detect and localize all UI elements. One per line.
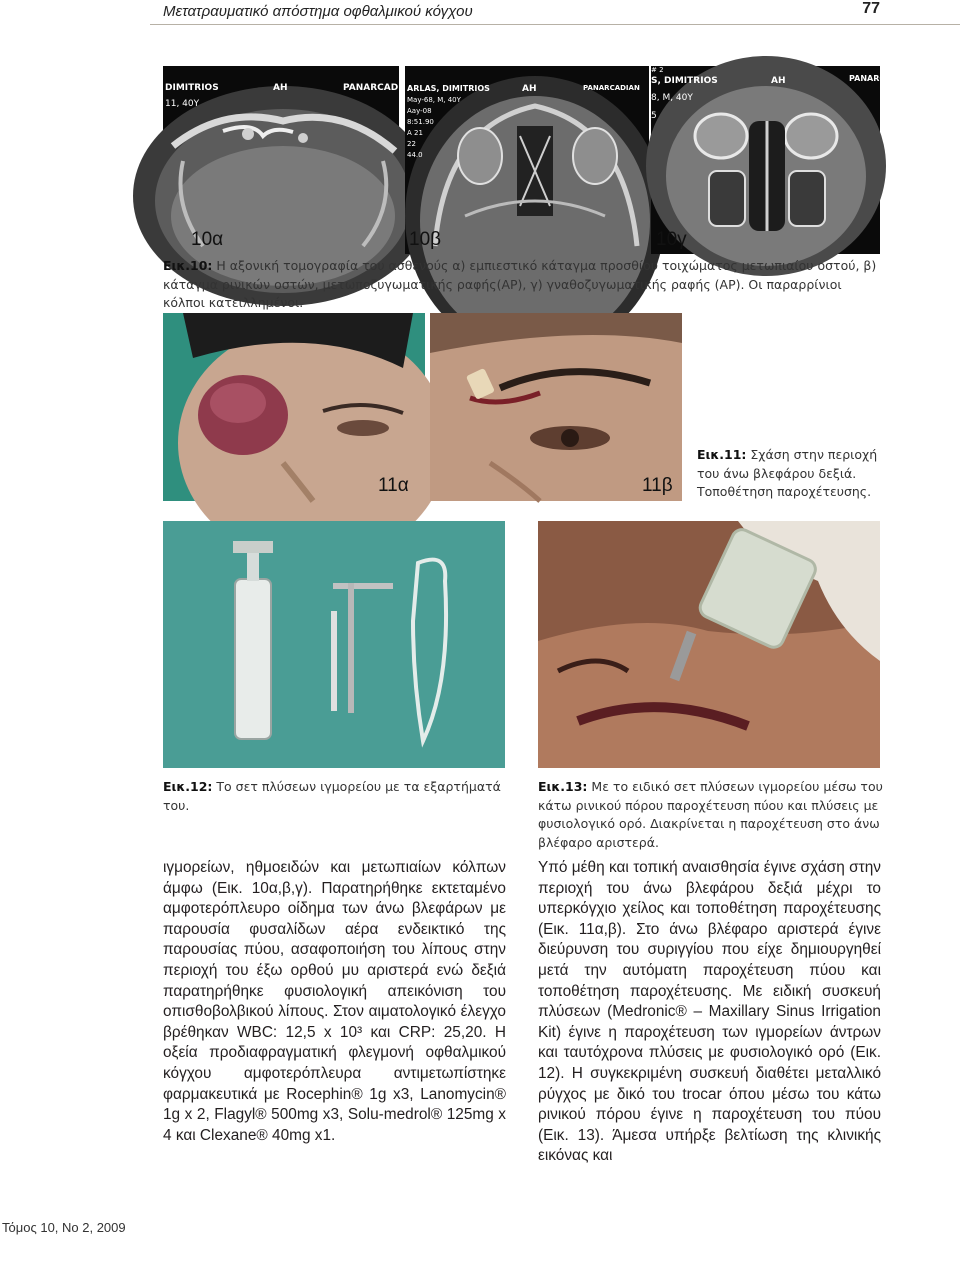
figure-13-caption: [538, 778, 883, 852]
scan-brand: PANARCADIAN: [583, 84, 640, 92]
body-paragraph-right: Υπό μέθη και τοπική αναισθησία έγινε σχάση στην περιοχή του άνω βλεφάρου δεξιά μέχρι το υπερκόγχιο χείλος και τοποθέτηση παροχέτευσης (Εικ. 11α,β). Στο άνω βλέφαρο αριστερά έγινε διεύρυνση του συριγγίου που είχε δημιουργηθεί μετά την αυτόματη παροχέτευση πύου και τοποθέτηση παροχέτευσης. Με ειδική συσκευή πλύσεων (Medronic® – Maxillary Sinus Irrigation Kit) έγινε η παροχέτευση των ιγμορείων άντρων και ταυτόχρονα πλύσεις με φυσιολογικό ορό (Εικ. 12). Η συγκεκριμένη συσκευή διαθέτει μεταλλικό ρύγχος με δικό του trocar όπου μέσω του κάτω ρινικού πόρου έγινε η παροχέτευση του πύου (Εικ. 13). Άμεσα υπήρξε βελτίωση της κλινικής εικόνας και: [538, 859, 881, 1165]
scan-brand: PANARC: [849, 74, 886, 83]
caption-text: Η αξονική τομογραφία του ασθενούς α) εμπιεστικό κάταγμα προσθίου τοιχώματος μετωπιαίου οστού, β) κάταγμα ρινικών οστών, μετωποζυγωματικής ραφής(ΑΡ), γ) γναθοζυγωματικής ραφής (ΑΡ). Οι παραρρίνιοι κόλποι κατειλλημένοι.: [163, 258, 877, 310]
body-left-column: [163, 858, 506, 1146]
figure-label-10c: 10γ: [656, 229, 687, 250]
figure-label-10a: 10α: [191, 229, 224, 250]
scan-patient-info: 8, M, 40Y: [651, 93, 693, 103]
photo-12: [163, 521, 505, 768]
body-right-column: [538, 858, 881, 1167]
scan-number: 5: [651, 111, 657, 121]
page-number: 77: [862, 0, 880, 17]
body-paragraph-left: ιγμορείων, ηθμοειδών και μετωπιαίων κόλπων άμφω (Εικ. 10α,β,γ). Παρατηρήθηκε εκτεταμένο αμφοτερόπλευρο οίδημα των άνω βλεφάρων με παρουσία φυσαλίδων αέρα ενδεικτικό της παρουσίας πύου, ασαφοποιήση του λίπους στην περιοχή του έξω ορθού μυ αριστερά ενώ δεξιά παρατηρήθηκε φυσιολογική απεικόνιση του οπισθοβολβικού λίπους. Στον αιματολογικό έλεγχο βρέθηκαν WBC: 12,5 x 10³ και CRP: 25,20. Η οξεία προδιαφραγματική φλεγμονή οφθαλμικού κόγχου αμφοτερόπλευρα αντιμετωπίστηκε φαρμακευτικά με Rocephin® 1g x3, Lanomycin® 1g x 2, Flagyl® 500mg x3, Solu-medrol® 125mg x 4 και Clexane® 40mg x1.: [163, 859, 506, 1144]
caption-number: Εικ.11:: [697, 447, 747, 462]
scan-patient-name: DIMITRIOS: [165, 83, 219, 93]
photo-11b-image: [430, 313, 682, 501]
caption-text: Σχάση στην περιοχή του άνω βλεφάρου δεξιά. Τοποθέτηση παροχέτευσης.: [697, 447, 878, 499]
ct-scan-10b: [405, 66, 649, 254]
scan-info-1: May-68, M, 40Y: [407, 96, 461, 104]
scan-mark: AH: [273, 83, 288, 93]
scan-patient-name: ARLAS, DIMITRIOS: [407, 84, 490, 93]
caption-number: Εικ.12:: [163, 779, 213, 794]
caption-text: Με το ειδικό σετ πλύσεων ιγμορείου μέσω του κάτω ρινικού πόρου παροχέτευση πύου και πλύσεις με φυσιολογικό ορό. Διακρίνεται η παροχέτευση στο άνω βλέφαρο αριστερά.: [538, 779, 883, 850]
scan-mark: AH: [771, 76, 786, 86]
scan-brand: PANARCAD: [343, 83, 399, 93]
photo-11a-image: [163, 313, 425, 501]
ct-scan-10a-image: [163, 66, 399, 254]
journal-issue-footer: Τόμος 10, Νο 2, 2009: [2, 1220, 126, 1235]
figure-label-11b: 11β: [642, 475, 673, 496]
photo-11a: [163, 313, 425, 501]
caption-number: Εικ.10:: [163, 258, 213, 273]
scan-info-5: 22: [407, 140, 416, 148]
photo-13: [538, 521, 880, 768]
figure-11-caption: [697, 446, 887, 502]
running-title: Μετατραυματικό απόστημα οφθαλμικού κόγχου: [163, 3, 473, 20]
ct-scan-10b-image: [405, 66, 649, 254]
figure-12-caption: [163, 778, 503, 815]
figure-10-caption: [163, 257, 883, 313]
scan-mark: AH: [522, 84, 537, 94]
scan-info-3: 8:51.90: [407, 118, 434, 126]
figure-label-11a: 11α: [378, 475, 409, 496]
scan-info-4: A 21: [407, 129, 423, 137]
photo-11b: [430, 313, 682, 501]
scan-info-2: Aay-08: [407, 107, 432, 115]
photo-13-image: [538, 521, 880, 768]
figure-label-10b: 10β: [409, 229, 442, 250]
scan-id: # 2: [651, 66, 664, 74]
caption-number: Εικ.13:: [538, 779, 588, 794]
scan-info-6: 44.0: [407, 151, 423, 159]
caption-text: Το σετ πλύσεων ιγμορείου με τα εξαρτήματά του.: [163, 779, 501, 813]
photo-12-image: [163, 521, 505, 768]
scan-patient-name: S, DIMITRIOS: [651, 76, 718, 86]
ct-scan-10c: [651, 66, 886, 254]
scan-patient-info: 11, 40Y: [165, 99, 200, 109]
ct-scan-10a: [163, 66, 399, 254]
